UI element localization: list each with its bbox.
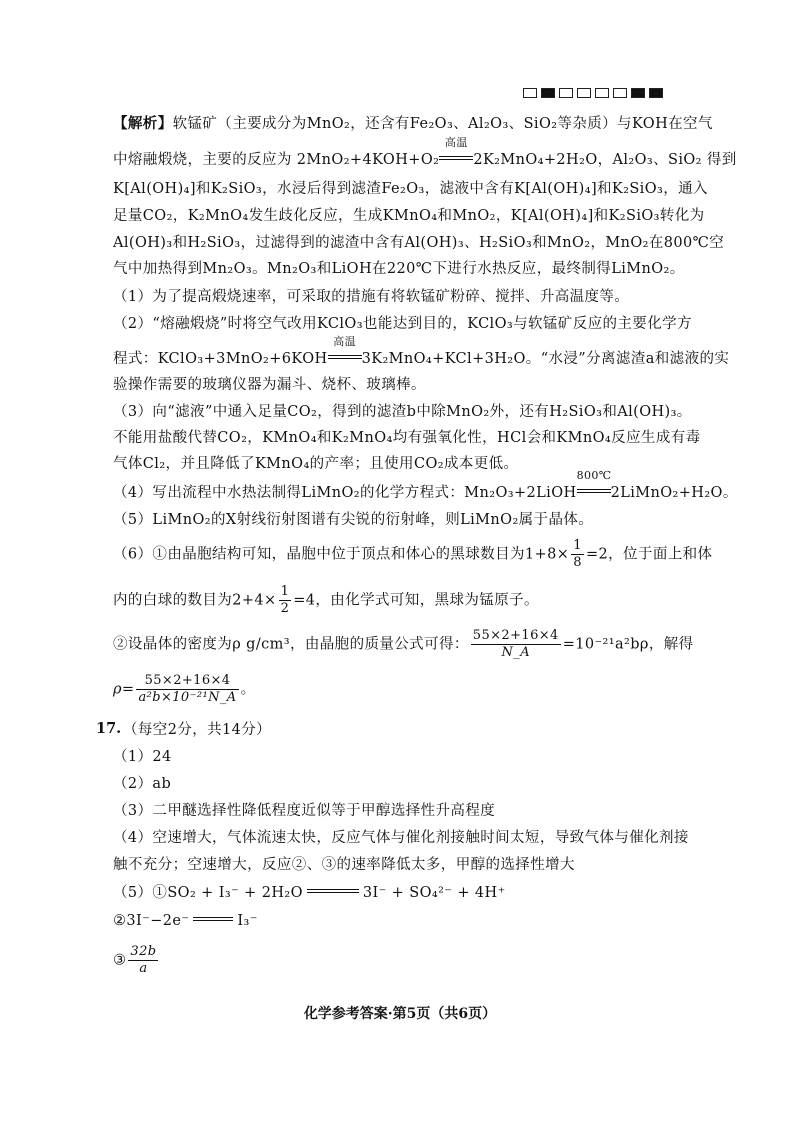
analysis-part-1: （1）为了提高煅烧速率，可采取的措施有将软锰矿粉碎、搅拌、升高温度等。	[113, 289, 630, 305]
rho-symbol: ρ=	[113, 681, 135, 698]
fraction	[279, 584, 292, 617]
condition-arrow	[328, 335, 362, 369]
text: （6）①由晶胞结构可知，晶胞中位于顶点和体心的黑球数目为1+8×	[113, 546, 570, 563]
empty-square	[595, 88, 609, 98]
analysis-part-6d	[113, 673, 255, 706]
answer-5b	[113, 911, 258, 931]
analysis-label: 【解析】	[113, 115, 173, 132]
circle-number: ③	[113, 952, 127, 969]
equation-left: ②3I⁻−2e⁻	[113, 913, 190, 929]
equation-right: 3I⁻ + SO₄²⁻ + 4H⁺	[362, 885, 506, 901]
analysis-part-6a	[113, 538, 712, 571]
analysis-line-2	[113, 136, 737, 170]
score-note: （每空2分，共14分）	[123, 722, 272, 738]
empty-square	[577, 88, 591, 98]
analysis-line-4: 足量CO₂，K₂MnO₄发生歧化反应，生成KMnO₄和MnO₂，K[Al(OH)₄]和K₂SiO₃转化为	[113, 208, 705, 224]
equation-right: 3K₂MnO₄+KCl+3H₂O。“水浸”分离滤渣a和滤液的实	[361, 351, 730, 367]
page-footer: 化学参考答案·第5页（共6页）	[303, 1006, 497, 1022]
answer-4a: （4）空速增大，气体流速太快，反应气体与催化剂接触时间太短，导致气体与催化剂接	[113, 830, 689, 846]
equation-left: 程式：KClO₃+3MnO₂+6KOH	[113, 351, 328, 367]
analysis-part-3a: （3）向“滤液”中通入足量CO₂，得到的滤渣b中除MnO₂外，还有H₂SiO₃和Al(OH)₃。	[113, 404, 692, 420]
denominator: 2	[280, 601, 290, 616]
equation-right: 2LiMnO₂+H₂O。	[610, 485, 738, 501]
answer-3: （3）二甲醚选择性降低程度近似等于甲醇选择性升高程度	[113, 803, 496, 819]
numerator: 1	[573, 538, 582, 553]
equation-right: 2K₂MnO₄+2H₂O，Al₂O₃、SiO₂ 得到	[473, 152, 737, 168]
denominator: N_A	[501, 645, 530, 660]
condition-text: 高温	[444, 136, 468, 149]
condition-text: 800℃	[576, 469, 612, 482]
denominator: 8	[573, 555, 582, 570]
text: 内的白球的数目为2+4×	[113, 592, 277, 609]
empty-square	[523, 88, 537, 98]
fraction	[136, 673, 238, 706]
analysis-part-3b: 不能用盐酸代替CO₂，KMnO₄和K₂MnO₄均有强氧化性，HCl会和KMnO₄反应生成有毒	[113, 430, 701, 446]
text: =4，由化学式可知，黑球为锰原子。	[293, 592, 539, 609]
analysis-part-4	[113, 469, 738, 503]
analysis-part-2b	[113, 335, 730, 369]
fraction	[571, 538, 584, 571]
numerator: 32b	[130, 944, 157, 959]
analysis-line-1	[113, 114, 713, 134]
text: =10⁻²¹a²bρ，解得	[562, 636, 694, 653]
empty-square	[613, 88, 627, 98]
answer-4b: 触不充分；空速增大，反应②、③的速率降低太多，甲醇的选择性增大	[113, 857, 575, 873]
header-squares	[523, 88, 663, 100]
equation-left: （4）写出流程中水热法制得LiMnO₂的化学方程式：Mn₂O₃+2LiOH	[113, 485, 577, 501]
analysis-line-3: K[Al(OH)₄]和K₂SiO₃，水浸后得到滤渣Fe₂O₃，滤液中含有K[Al(OH)₄]和K₂SiO₃，通入	[113, 181, 708, 197]
answer-1: （1）24	[113, 749, 172, 765]
condition-arrow	[576, 469, 612, 503]
filled-square	[631, 88, 645, 98]
analysis-part-6b	[113, 584, 539, 617]
analysis-line-6: 气中加热得到Mn₂O₃。Mn₂O₃和LiOH在220℃下进行水热反应，最终制得LiMnO₂。	[113, 261, 685, 277]
answer-5a	[113, 883, 506, 903]
fraction	[471, 628, 561, 661]
equation-left: 中熔融煅烧，主要的反应为 2MnO₂+4KOH+O₂	[113, 152, 440, 168]
denominator: a	[139, 961, 148, 976]
analysis-part-6c	[113, 628, 694, 661]
text: =2，位于面上和体	[585, 546, 713, 563]
text: ②设晶体的密度为ρ g/cm³，由晶胞的质量公式可得：	[113, 636, 469, 653]
fraction	[128, 944, 158, 977]
analysis-part-2a: （2）“熔融煅烧”时将空气改用KClO₃也能达到目的，KClO₃与软锰矿反应的主要化学方	[113, 316, 692, 332]
empty-square	[559, 88, 573, 98]
analysis-line-5: Al(OH)₃和H₂SiO₃，过滤得到的滤渣中含有Al(OH)₃、H₂SiO₃和MnO₂，MnO₂在800℃空	[113, 235, 725, 251]
filled-square	[541, 88, 555, 98]
answer-2: （2）ab	[113, 776, 172, 792]
analysis-part-5: （5）LiMnO₂的X射线衍射图谱有尖锐的衍射峰，则LiMnO₂属于晶体。	[113, 512, 594, 528]
analysis-part-2c: 验操作需要的玻璃仪器为漏斗、烧杯、玻璃棒。	[113, 377, 426, 393]
question-number: 17.	[96, 720, 122, 737]
equation-left: （5）①SO₂ + I₃⁻ + 2H₂O	[113, 885, 303, 901]
filled-square	[649, 88, 663, 98]
equation-right: I₃⁻	[237, 913, 258, 929]
text: 。	[240, 681, 256, 698]
analysis-text: 软锰矿（主要成分为MnO₂，还含有Fe₂O₃、Al₂O₃、SiO₂等杂质）与KOH在空气	[172, 116, 713, 132]
numerator: 55×2+16×4	[136, 673, 238, 690]
condition-arrow	[439, 136, 473, 170]
answer-5c	[113, 944, 160, 977]
numerator: 1	[280, 584, 290, 599]
numerator: 55×2+16×4	[472, 628, 559, 643]
analysis-part-3c: 气体Cl₂，并且降低了KMnO₄的产率；且使用CO₂成本更低。	[113, 456, 519, 472]
denominator: a²b×10⁻²¹N_A	[138, 690, 237, 705]
condition-text: 高温	[333, 335, 356, 348]
